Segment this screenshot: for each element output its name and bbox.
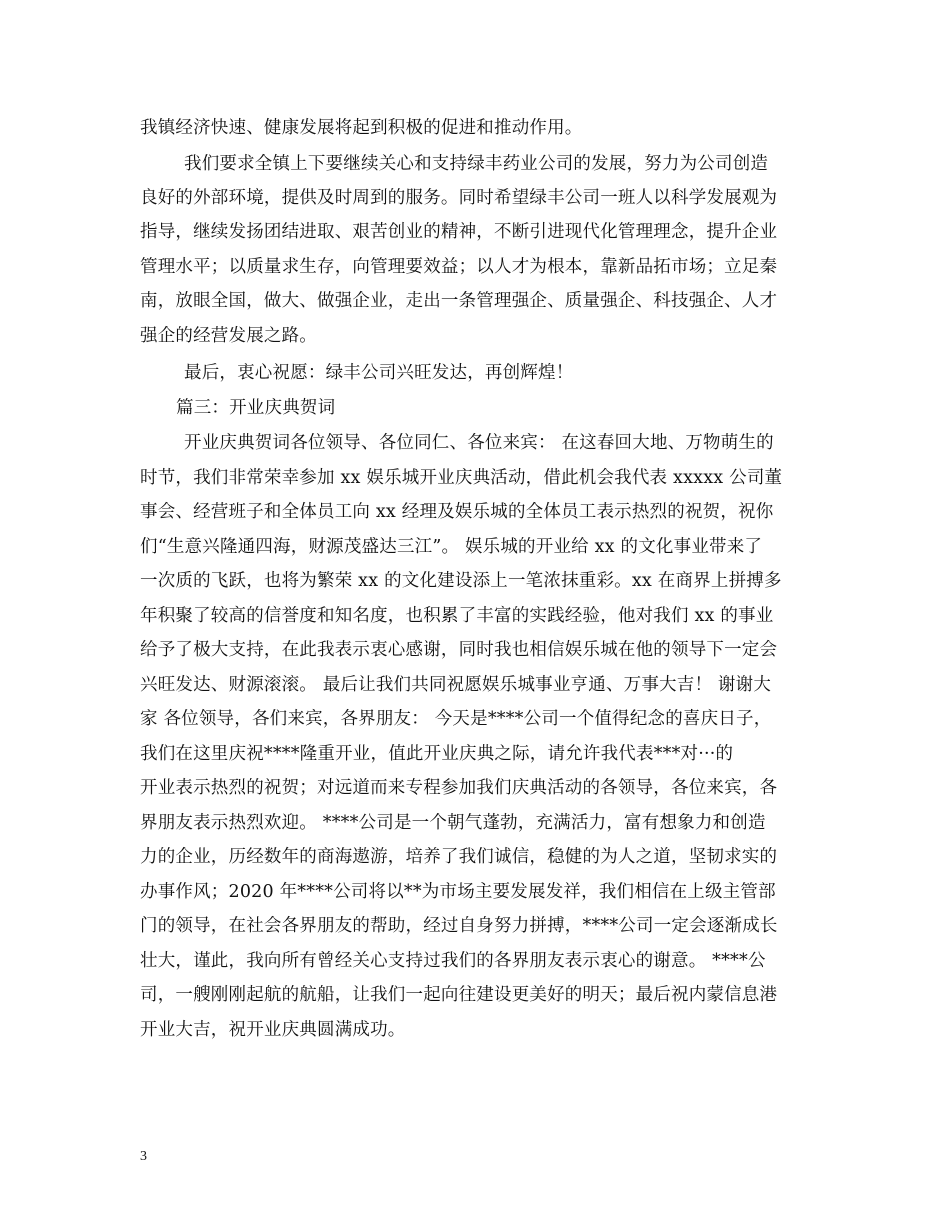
text-line: 们“生意兴隆通四海，财源茂盛达三江”。 娱乐城的开业给 xx 的文化事业带来了 xyxy=(140,537,763,557)
paragraph-first-line: 最后，衷心祝愿：绿丰公司兴旺发达，再创辉煌！ xyxy=(184,363,574,383)
text-line: 良好的外部环境，提供及时周到的服务。同时希望绿丰公司一班人以科学发展观为 xyxy=(140,188,778,208)
paragraph-first-line: 开业庆典贺词各位领导、各位同仁、各位来宾： 在这春回大地、万物萌生的 xyxy=(184,433,774,453)
text-line: 门的领导，在社会各界朋友的帮助，经过自身努力拼搏，****公司一定会逐渐成长 xyxy=(140,916,778,936)
paragraph-first-line: 我们要求全镇上下要继续关心和支持绿丰药业公司的发展，努力为公司创造 xyxy=(184,154,769,174)
text-line: 给予了极大支持，在此我表示衷心感谢，同时我也相信娱乐城在他的领导下一定会 xyxy=(140,640,778,660)
section-heading: 篇三：开业庆典贺词 xyxy=(176,398,336,418)
text-line: 壮大，谨此，我向所有曾经关心支持过我们的各界朋友表示衷心的谢意。 ****公 xyxy=(140,951,766,971)
text-line: 南，放眼全国，做大、做强企业，走出一条管理强企、质量强企、科技强企、人才 xyxy=(140,291,778,311)
text-line: 事会、经营班子和全体员工向 xx 经理及娱乐城的全体员工表示热烈的祝贺，祝你 xyxy=(140,502,774,522)
text-line: 强企的经营发展之路。 xyxy=(140,326,317,346)
text-line: 我镇经济快速、健康发展将起到积极的促进和推动作用。 xyxy=(140,118,583,138)
text-line: 指导，继续发扬团结进取、艰苦创业的精神，不断引进现代化管理理念，提升企业 xyxy=(140,222,778,242)
text-line: 办事作风；2020 年****公司将以**为市场主要发展发祥，我们相信在上级主管部 xyxy=(140,882,776,902)
text-line: 开业大吉，祝开业庆典圆满成功。 xyxy=(140,1020,406,1040)
text-line: 界朋友表示热烈欢迎。 ****公司是一个朝气蓬勃，充满活力，富有想象力和创造 xyxy=(140,813,766,833)
text-line: 力的企业，历经数年的商海遨游，培养了我们诚信，稳健的为人之道，坚韧求实的 xyxy=(140,847,778,867)
text-line: 开业表示热烈的祝贺；对远道而来专程参加我们庆典活动的各领导，各位来宾，各 xyxy=(140,778,778,798)
text-line: 兴旺发达、财源滚滚。 最后让我们共同祝愿娱乐城事业亨通、万事大吉！ 谢谢大 xyxy=(140,675,772,695)
text-line: 家 各位领导，各们来宾，各界朋友： 今天是****公司一个值得纪念的喜庆日子， xyxy=(140,709,772,729)
text-line: 时节，我们非常荣幸参加 xx 娱乐城开业庆典活动，借此机会我代表 xxxxx 公司董 xyxy=(140,468,783,488)
page-number: 3 xyxy=(140,1149,147,1164)
text-line: 我们在这里庆祝****隆重开业，值此开业庆典之际，请允许我代表***对···的 xyxy=(140,744,734,764)
text-line: 司，一艘刚刚起航的航船，让我们一起向往建设更美好的明天；最后祝内蒙信息港 xyxy=(140,985,778,1005)
text-line: 管理水平；以质量求生存，向管理要效益；以人才为根本，靠新品拓市场；立足秦 xyxy=(140,257,778,277)
text-line: 一次质的飞跃，也将为繁荣 xx 的文化建设添上一笔浓抹重彩。xx 在商界上拼搏多 xyxy=(140,571,782,591)
text-line: 年积聚了较高的信誉度和知名度，也积累了丰富的实践经验，他对我们 xx 的事业 xyxy=(140,606,774,626)
